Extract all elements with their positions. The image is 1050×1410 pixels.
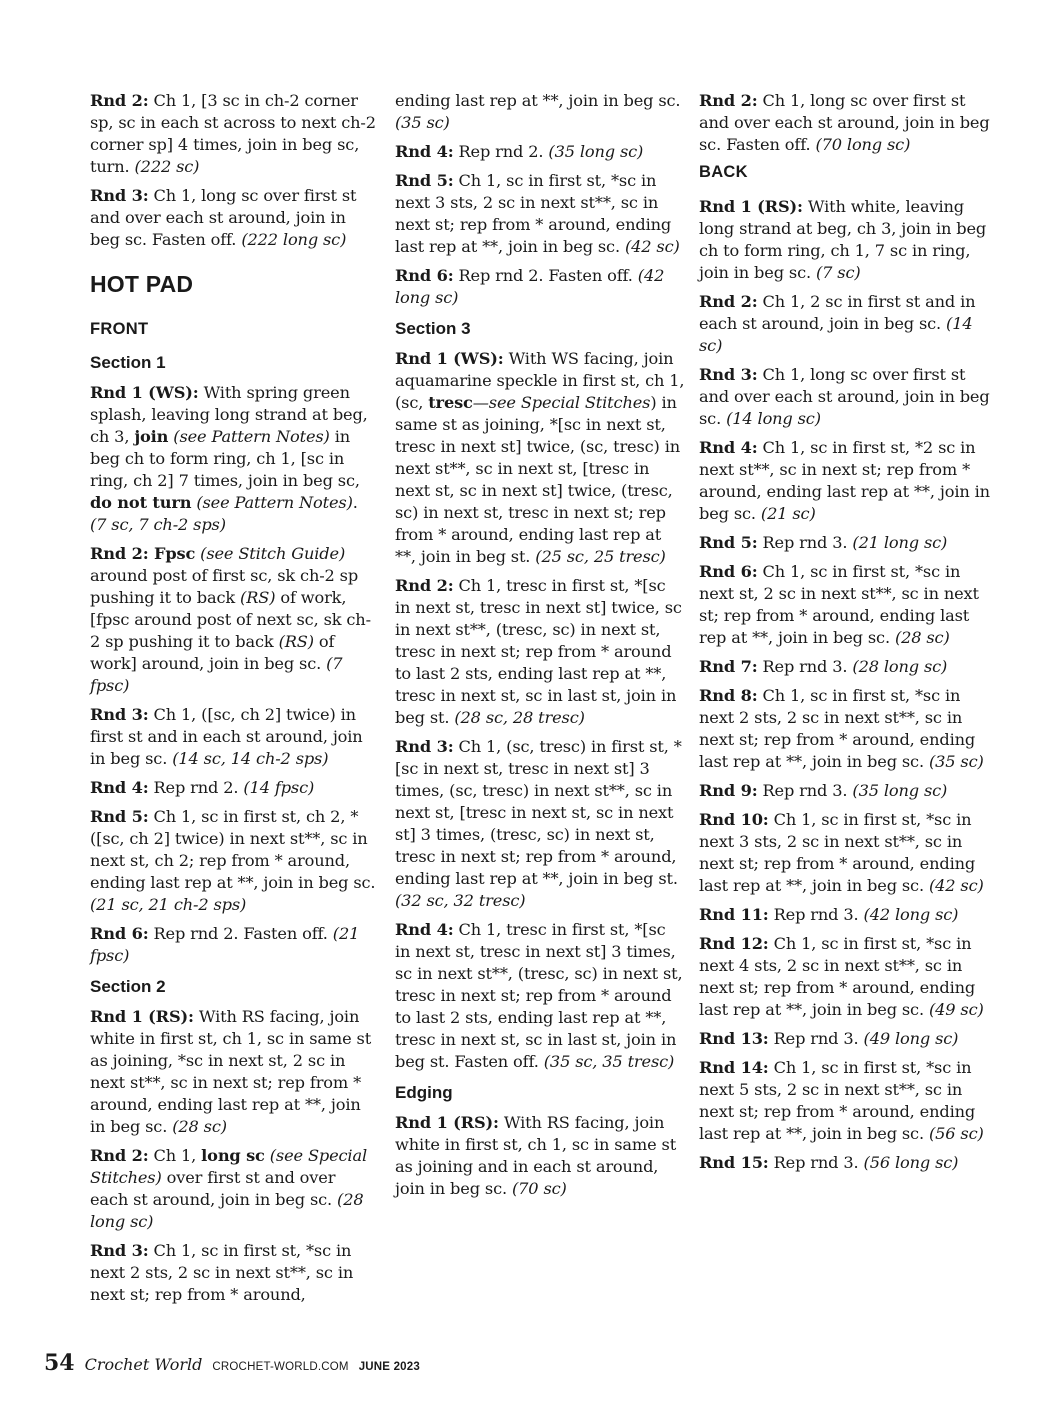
instruction-paragraph [395,141,685,163]
instruction-paragraph [90,90,378,178]
round-label: Rnd 2: [699,292,758,311]
instruction-text: Rep rnd 2. Fasten off. [148,924,333,943]
instruction-text: With white, leaving long strand at beg, ch 3, join in beg ch to form ring, ch 1, 7 sc in ring, join in beg sc. [699,197,987,282]
instruction-paragraph [90,185,378,251]
stitch-count: (14 fpsc) [243,778,315,797]
stitch-count: (14 sc) [699,314,973,355]
instruction-text: With WS facing, join aquamarine speckle in first st, ch 1, (sc, [395,349,685,412]
round-label: Rnd 4: [699,438,758,457]
stitch-count: (70 long sc) [815,135,911,154]
stitch-count: (42 sc) [624,237,680,256]
instruction-paragraph [90,543,378,697]
instruction-text: Rep rnd 2. [453,142,549,161]
instruction-text: of work] around, join in beg sc. [90,632,335,673]
subsection-heading: Section 3 [395,319,471,338]
subsection-heading: Edging [395,1083,453,1102]
instruction-paragraph [699,532,991,554]
instruction-text: in beg ch to form ring, ch 1, [sc in ring, ch 2] 7 times, join in beg sc, [90,427,360,490]
column-1 [90,90,378,1313]
instruction-paragraph [699,196,991,284]
instruction-text: Ch 1, (sc, tresc) in first st, *[sc in next st, tresc in next st] 3 times, (sc, tresc) in next st**, sc in next st, [tresc in next st, sc in next st] 3 times, (tresc, sc) in next st, tresc in next st; rep from * around, ending last rep at **, join in beg st. [395,737,682,888]
subsection-heading: Section 2 [90,977,166,996]
round-label: Rnd 1 (RS): [395,1113,499,1132]
instruction-paragraph [395,265,685,309]
round-label: Rnd 2: [699,91,758,110]
stitch-term: do not turn [90,493,192,512]
subsection-heading: Section 1 [90,353,166,372]
instruction-paragraph [90,382,378,536]
instruction-text: of work, [fpsc around post of next sc, sk ch-2 sp pushing it to back [90,588,371,651]
instruction-paragraph [699,1057,991,1145]
instruction-text: Rep rnd 3. [757,533,853,552]
stitch-count: (28 sc) [894,628,950,647]
stitch-count: (21 sc) [760,504,816,523]
instruction-text: around post of first sc, sk ch-2 sp pushing it to back [90,566,359,607]
round-label: Rnd 4: [395,142,454,161]
instruction-text: Ch 1, sc in first st, ch 2, *([sc, ch 2] twice) in next st**, sc in next st, ch 2; rep from * around, ending last rep at **, join in beg sc. [90,807,376,892]
column-3 [699,90,991,1181]
stitch-count: (56 sc) [928,1124,984,1143]
stitch-count: (222 sc) [134,157,200,176]
instruction-paragraph [699,291,991,357]
instruction-paragraph [395,919,685,1073]
round-label: Rnd 2: Fpsc [90,544,196,563]
instruction-text: Rep rnd 3. [768,905,864,924]
instruction-text: With RS facing, join white in first st, ch 1, sc in same st as joining and in each st around, join in beg sc. [395,1113,677,1198]
stitch-count: (7 sc, 7 ch-2 sps) [90,515,226,534]
stitch-count: (222 long sc) [241,230,347,249]
stitch-count: (7 sc) [815,263,861,282]
round-label: Rnd 1 (RS): [90,1007,194,1026]
round-label: Rnd 3: [90,705,149,724]
round-label: Rnd 6: [699,562,758,581]
stitch-term: long sc [201,1146,265,1165]
instruction-text: . [352,493,358,512]
stitch-count: (25 sc, 25 tresc) [535,547,666,566]
instruction-text: Ch 1, ([sc, ch 2] twice) in first st and in each st around, join in beg sc. [90,705,363,768]
instruction-text: Ch 1, long sc over first st and over each st around, join in beg sc. Fasten off. [90,186,357,249]
stitch-term: join [134,427,169,446]
round-label: Rnd 2: [90,1146,149,1165]
instruction-paragraph [90,1145,378,1233]
subsection-heading: BACK [699,163,748,181]
column-2 [395,90,685,1207]
instruction-paragraph [699,437,991,525]
round-label: Rnd 2: [395,576,454,595]
round-label: Rnd 5: [699,533,758,552]
stitch-count: (42 long sc) [863,905,959,924]
instruction-text: Ch 1, [3 sc in ch-2 corner sp, sc in each st across to next ch-2 corner sp] 4 times, join in beg sc, turn. [90,91,376,176]
round-label: Rnd 6: [90,924,149,943]
round-label: Rnd 10: [699,810,769,829]
stitch-count: (21 long sc) [852,533,948,552]
stitch-count: (28 long sc) [852,657,948,676]
reference-note: —see Special Stitches [472,393,651,412]
instruction-paragraph [699,904,991,926]
instruction-text: Ch 1, [148,1146,202,1165]
round-label: Rnd 3: [395,737,454,756]
round-label: Rnd 9: [699,781,758,800]
instruction-paragraph [90,1240,378,1306]
page-footer [44,1350,420,1376]
website-link[interactable]: CROCHET-WORLD.COM [212,1361,349,1373]
round-label: Rnd 3: [699,365,758,384]
round-label: Rnd 14: [699,1058,769,1077]
stitch-count: (70 sc) [511,1179,567,1198]
page-number: 54 [44,1350,75,1376]
instruction-paragraph [699,561,991,649]
instruction-paragraph [90,806,378,916]
stitch-count: (35 sc) [395,113,450,132]
reference-note: (see Stitch Guide) [195,544,346,563]
stitch-count: (14 long sc) [726,409,821,428]
instruction-text: over first st and over each st around, join in beg sc. [90,1168,338,1209]
instruction-text: Rep rnd 3. [757,781,853,800]
instruction-text: Rep rnd 3. [757,657,853,676]
instruction-text: Rep rnd 2. Fasten off. [453,266,638,285]
round-label: Rnd 1 (RS): [699,197,803,216]
instruction-text: Ch 1, tresc in first st, *[sc in next st, tresc in next st] twice, sc in next st**, (tresc, sc) in next st, tresc in next st; rep from * around to last 2 sts, ending last rep at **, tresc in next st, sc in last st, join in beg st. [395,576,682,727]
instruction-paragraph [395,1112,685,1200]
instruction-paragraph [90,704,378,770]
stitch-count: (14 sc, 14 ch-2 sps) [172,749,329,768]
stitch-count: (35 long sc) [548,142,644,161]
instruction-text: Ch 1, long sc over first st and over each st around, join in beg sc. [699,365,990,428]
instruction-text: Ch 1, sc in first st, *sc in next 5 sts, 2 sc in next st**, sc in next st; rep from * around, ending last rep at **, join in beg sc. [699,1058,976,1143]
instruction-paragraph [90,777,378,799]
instruction-text: With spring green splash, leaving long strand at beg, ch 3, [90,383,368,446]
stitch-count: (35 sc, 35 tresc) [543,1052,675,1071]
round-label: Rnd 3: [90,186,149,205]
reference-note: (see Special Stitches) [90,1146,367,1187]
round-label: Rnd 4: [90,778,149,797]
reference-note: (RS) [278,632,314,651]
instruction-text: Ch 1, sc in first st, *sc in next 3 sts, 2 sc in next st**, sc in next st; rep from * around, ending last rep at **, join in beg sc. [699,810,976,895]
instruction-paragraph [699,1028,991,1050]
reference-note: (RS) [240,588,276,607]
stitch-count: (35 long sc) [852,781,948,800]
round-label: Rnd 5: [90,807,149,826]
stitch-count: (21 sc, 21 ch-2 sps) [90,895,247,914]
instruction-text: Ch 1, sc in first st, *sc in next st, 2 sc in next st**, sc in next st; rep from * around, ending last rep at **, join in beg sc. [699,562,979,647]
reference-note: (see Pattern Notes) [168,427,330,446]
instruction-text: Ch 1, long sc over first st and over each st around, join in beg sc. Fasten off. [699,91,990,154]
publication-name: Crochet World [84,1355,203,1374]
round-label: Rnd 15: [699,1153,769,1172]
stitch-term: tresc [428,393,473,412]
stitch-count: (35 sc) [928,752,984,771]
instruction-paragraph [395,575,685,729]
stitch-count: (49 long sc) [863,1029,959,1048]
subsection-heading: FRONT [90,320,149,338]
round-label: Rnd 3: [90,1241,149,1260]
instruction-paragraph [395,348,685,568]
instruction-paragraph [699,364,991,430]
round-label: Rnd 1 (WS): [90,383,199,402]
instruction-paragraph [699,809,991,897]
stitch-count: (42 long sc) [395,266,665,307]
instruction-paragraph [90,1006,378,1138]
stitch-count: (7 fpsc) [90,654,343,695]
instruction-text: Ch 1, sc in first st, *2 sc in next st**, sc in next st; rep from * around, ending last rep at **, join in beg sc. [699,438,990,523]
round-label: Rnd 12: [699,934,769,953]
stitch-count: (42 sc) [928,876,984,895]
stitch-count: (32 sc, 32 tresc) [395,891,526,910]
section-heading: HOT PAD [90,271,194,297]
instruction-paragraph [699,1152,991,1174]
round-label: Rnd 8: [699,686,758,705]
reference-note: (see Pattern Notes) [191,493,353,512]
issue-date: JUNE 2023 [358,1361,420,1373]
instruction-paragraph [699,933,991,1021]
round-label: Rnd 11: [699,905,769,924]
instruction-paragraph [395,90,685,134]
stitch-count: (28 sc) [172,1117,227,1136]
stitch-count: (49 sc) [928,1000,984,1019]
instruction-paragraph [699,656,991,678]
instruction-text: ) in same st as joining, *[sc in next st, tresc in next st] twice, (sc, tresc) in next st**, sc in next st, [tresc in next st, sc in next st] twice, (tresc, sc) in next st, tresc in next st; rep from * around, ending last rep at **, join in beg st. [395,393,681,566]
stitch-count: (56 long sc) [863,1153,959,1172]
stitch-count: (28 long sc) [90,1190,364,1231]
instruction-paragraph [395,736,685,912]
round-label: Rnd 7: [699,657,758,676]
instruction-paragraph [395,170,685,258]
instruction-text: ending last rep at **, join in beg sc. [395,91,681,110]
stitch-count: (28 sc, 28 tresc) [454,708,585,727]
round-label: Rnd 6: [395,266,454,285]
round-label: Rnd 5: [395,171,454,190]
instruction-paragraph [699,90,991,156]
instruction-text: Ch 1, sc in first st, *sc in next 4 sts, 2 sc in next st**, sc in next st; rep from * around, ending last rep at **, join in beg sc. [699,934,976,1019]
instruction-text: Ch 1, sc in first st, *sc in next 2 sts, 2 sc in next st**, sc in next st; rep from * around, [90,1241,354,1304]
instruction-text: Ch 1, tresc in first st, *[sc in next st, tresc in next st] 3 times, sc in next st**, (tresc, sc) in next st, tresc in next st; rep from * around to last 2 sts, ending last rep at **, tresc in next st, sc in last st, join in beg st. Fasten off. [395,920,683,1071]
stitch-count: (21 fpsc) [90,924,360,965]
round-label: Rnd 2: [90,91,149,110]
instruction-text: With RS facing, join white in first st, ch 1, sc in same st as joining, *sc in next st, 2 sc in next st**, sc in next st; rep from * around, ending last rep at **, join in beg sc. [90,1007,372,1136]
instruction-text: Ch 1, 2 sc in first st and in each st around, join in beg sc. [699,292,976,333]
instruction-text: Rep rnd 2. [148,778,244,797]
instruction-paragraph [699,685,991,773]
instruction-text: Ch 1, sc in first st, *sc in next 3 sts, 2 sc in next st**, sc in next st; rep from * around, ending last rep at **, join in beg sc. [395,171,672,256]
round-label: Rnd 1 (WS): [395,349,504,368]
instruction-text: Ch 1, sc in first st, *sc in next 2 sts, 2 sc in next st**, sc in next st; rep from * around, ending last rep at **, join in beg sc. [699,686,976,771]
instruction-paragraph [90,923,378,967]
instruction-text: Rep rnd 3. [768,1153,864,1172]
round-label: Rnd 4: [395,920,454,939]
round-label: Rnd 13: [699,1029,769,1048]
instruction-text: Rep rnd 3. [768,1029,864,1048]
instruction-paragraph [699,780,991,802]
